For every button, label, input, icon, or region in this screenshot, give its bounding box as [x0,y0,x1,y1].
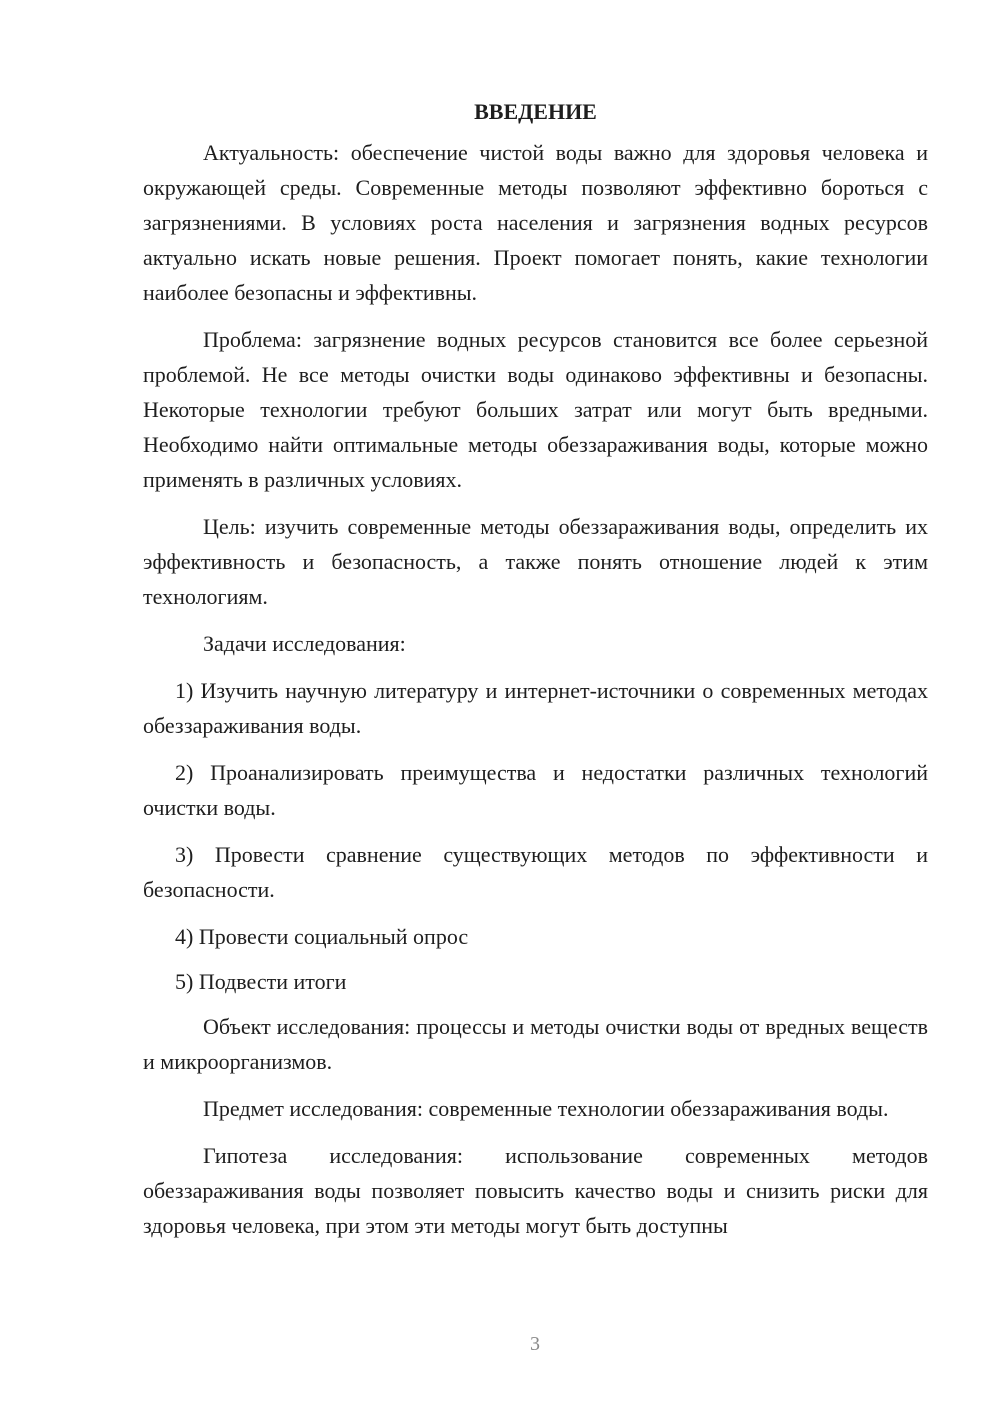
paragraph-relevance: Актуальность: обеспечение чистой воды важно для здоровья человека и окружающей среды. Современные методы позволяют эффективно бороться с загрязнениями. В условиях роста населения и загрязнения водных ресурсов актуально искать новые решения. Проект помогает понять, какие технологии наиболее безопасны и эффективны. [143,140,928,305]
paragraph-object: Объект исследования: процессы и методы очистки воды от вредных веществ и микроорганизмов. [143,1014,928,1074]
page-content [143,94,928,1255]
paragraph-subject: Предмет исследования: современные технологии обеззараживания воды. [203,1096,889,1121]
page-title: ВВЕДЕНИЕ [474,99,597,124]
paragraph-tasks-heading: Задачи исследования: [203,631,406,656]
task-item-4: 4) Провести социальный опрос [175,924,469,949]
task-item-1: 1) Изучить научную литературу и интернет-источники о современных методах обеззараживания воды. [143,678,928,738]
paragraph-hypothesis: Гипотеза исследования: использование современных методов обеззараживания воды позволяет повысить качество воды и снизить риски для здоровья человека, при этом эти методы могут быть доступны [143,1143,928,1238]
page-number: 3 [530,1333,540,1355]
task-item-5: 5) Подвести итоги [175,969,347,994]
task-item-2: 2) Проанализировать преимущества и недостатки различных технологий очистки воды. [143,760,928,820]
task-item-3: 3) Провести сравнение существующих методов по эффективности и безопасности. [143,842,928,902]
paragraph-goal: Цель: изучить современные методы обеззараживания воды, определить их эффективность и безопасность, а также понять отношение людей к этим технологиям. [143,514,928,609]
paragraph-problem: Проблема: загрязнение водных ресурсов становится все более серьезной проблемой. Не все методы очистки воды одинаково эффективны и безопасны. Некоторые технологии требуют больших затрат или могут быть вредными. Необходимо найти оптимальные методы обеззараживания воды, которые можно применять в различных условиях. [143,327,928,492]
